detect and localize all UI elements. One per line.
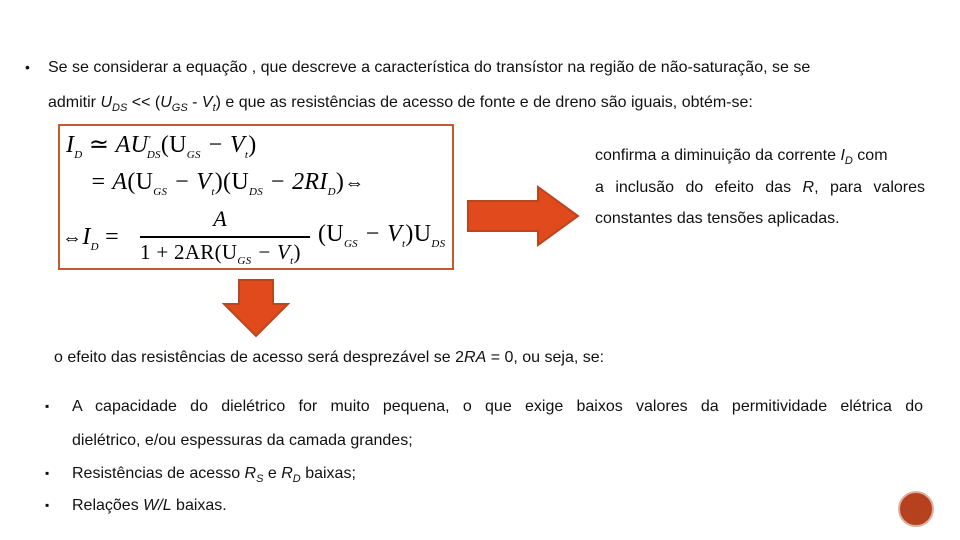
right-arrow-icon xyxy=(466,185,580,247)
equation-row-2: = $A(U_{GS} - V_t)(U_{DS}$ − $2RI_D)\Leftrightarrow$ xyxy=(90,169,365,198)
fraction-bar xyxy=(140,236,310,238)
equation-row-3-lhs: $\Leftrightarrow I_D$ = xyxy=(62,224,119,253)
slide-marker-badge xyxy=(898,491,934,527)
square-bullet: ▪ xyxy=(45,399,50,413)
square-bullet: ▪ xyxy=(45,466,50,480)
intro-line-2: admitir $U_{DS} << (U_{GS} - V_t)$ e que as resistências de acesso de fonte e de dreno são iguais, obtém-se: xyxy=(48,94,753,115)
conclusion-line: o efeito das resistências de acesso será desprezável se 2RA = 0, ou seja, se: xyxy=(54,349,605,366)
equation-row-3-rhs: $(U_{GS} - V_t)U_{DS}$ xyxy=(318,221,446,250)
fraction-denominator: $1 + 2AR(U_{GS} - V_t)$ xyxy=(140,240,301,268)
list-item-3: Relações W/L baixas. xyxy=(72,497,227,514)
down-arrow-icon xyxy=(222,278,290,338)
fraction-numerator: A xyxy=(213,206,227,231)
list-item-1-line-2: dielétrico, e/ou espessuras da camada grandes; xyxy=(72,432,413,449)
right-note-line-2: a inclusão do efeito das R, para valores xyxy=(595,179,926,196)
right-note-line-3: constantes das tensões aplicadas. xyxy=(595,210,840,227)
square-bullet: ▪ xyxy=(45,498,50,512)
list-item-2: Resistências de acesso $R_S$ e $R_D$ baixas; xyxy=(72,465,356,486)
bullet-dot: • xyxy=(25,59,30,75)
list-item-1-line-1: A capacidade do dielétrico for muito pequena, o que exige baixos valores da permitividade elétrica do xyxy=(72,398,923,415)
intro-line-1: Se se considerar a equação , que descreve a característica do transístor na região de não-saturação, se se xyxy=(48,59,811,76)
right-note-line-1: confirma a diminuição da corrente $I_D$ com xyxy=(595,147,888,168)
equation-row-1: $I_D$ ≃ $AU'_{DS}(U_{GS} - V_t)$ xyxy=(66,132,257,161)
equation-box xyxy=(58,124,454,270)
